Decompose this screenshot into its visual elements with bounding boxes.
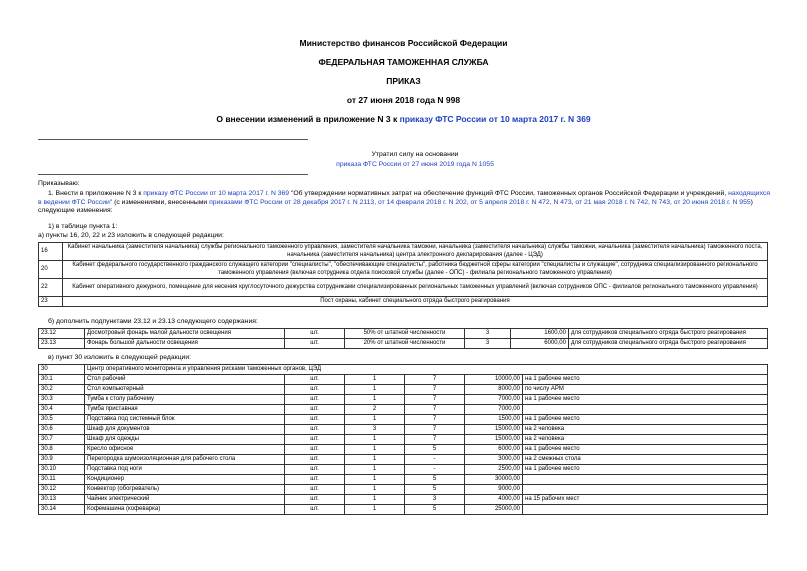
row-service-life: 7 bbox=[405, 375, 465, 385]
row-quantity: 1 bbox=[345, 505, 405, 515]
row-quantity: 1 bbox=[345, 445, 405, 455]
row-quantity: 1 bbox=[345, 435, 405, 445]
row-name: Досмотровый фонарь малой дальности освещения bbox=[85, 329, 285, 339]
row-name: Шкаф для документов bbox=[85, 425, 285, 435]
row-number: 30.9 bbox=[39, 455, 85, 465]
table-row bbox=[39, 435, 768, 445]
row-quantity: 1 bbox=[345, 455, 405, 465]
table-item-30 bbox=[38, 364, 768, 515]
table-row bbox=[39, 297, 768, 307]
row-unit: шт. bbox=[285, 445, 345, 455]
row-note: для сотрудников специального отряда быстрого реагирования bbox=[569, 329, 768, 339]
row-number: 30.13 bbox=[39, 495, 85, 505]
subitem-1: 1) в таблице пункта 1: bbox=[48, 223, 118, 230]
table-row bbox=[39, 425, 768, 435]
row-price: 1500,00 bbox=[465, 415, 523, 425]
row-price: 15000,00 bbox=[465, 425, 523, 435]
row-note: на 2 человека bbox=[523, 435, 768, 445]
row-note: для сотрудников специального отряда быстрого реагирования bbox=[569, 339, 768, 349]
row-name: Стол рабочий bbox=[85, 375, 285, 385]
row-number: 30.14 bbox=[39, 505, 85, 515]
row-price: 25000,00 bbox=[465, 505, 523, 515]
row-name: Тумба к столу рабочему bbox=[85, 395, 285, 405]
row-description: Кабинет федерального государственного гражданского служащего категории "специалисты", "обеспечивающие специалисты", работника бюджетной сферы категории "специалисты и служащие", сотрудника специализированного регионального таможенного управления (включая сотрудника отдела поисковой службы (далее - ОПС) - филиала регионального таможенного управления) bbox=[63, 261, 768, 279]
row-price: 8000,00 bbox=[465, 385, 523, 395]
note-divider bbox=[38, 174, 308, 175]
row-unit: шт. bbox=[285, 395, 345, 405]
row-note: на 2 смежных стола bbox=[523, 455, 768, 465]
row-number: 30.8 bbox=[39, 445, 85, 455]
row-quantity: 1 bbox=[345, 495, 405, 505]
row-quantity: 1 bbox=[345, 385, 405, 395]
doc-subject bbox=[0, 114, 807, 124]
row-number: 30.2 bbox=[39, 385, 85, 395]
row-name: Кофемашина (кофеварка) bbox=[85, 505, 285, 515]
row-unit: шт. bbox=[285, 455, 345, 465]
subject-link[interactable]: приказу ФТС России от 10 марта 2017 г. N 369 bbox=[399, 114, 591, 124]
row-quantity: 2 bbox=[345, 405, 405, 415]
table-row bbox=[39, 475, 768, 485]
row-service-life: 7 bbox=[405, 385, 465, 395]
table-row bbox=[39, 495, 768, 505]
row-name: Кресло офисное bbox=[85, 445, 285, 455]
p1-link-amendments[interactable]: приказами ФТС России от 28 декабря 2017 г. N 2113, от 14 февраля 2018 г. N 202, от 5 апреля 2018 г. N 472, N 473, от 21 мая 2018 г. N 742, N 743, от bbox=[209, 198, 681, 206]
p1-text-c: (с изменениями, внесенными bbox=[112, 198, 210, 206]
row-number: 30.4 bbox=[39, 405, 85, 415]
row-unit: шт. bbox=[285, 415, 345, 425]
p1-link-order-369[interactable]: приказу ФТС России от 10 марта 2017 г. N 369 bbox=[143, 190, 290, 197]
row-note bbox=[523, 475, 768, 485]
table-row bbox=[39, 405, 768, 415]
row-number: 30.7 bbox=[39, 435, 85, 445]
row-name: Конвектор (обогреватель) bbox=[85, 485, 285, 495]
row-price: 6000,00 bbox=[511, 339, 569, 349]
table-row bbox=[39, 243, 768, 261]
row-price: 7000,00 bbox=[465, 395, 523, 405]
row-service-life: 5 bbox=[405, 475, 465, 485]
row-price: 2500,00 bbox=[465, 465, 523, 475]
row-note: на 1 рабочее место bbox=[523, 375, 768, 385]
row-unit: шт. bbox=[285, 485, 345, 495]
row-quantity: 1 bbox=[345, 415, 405, 425]
row-name: Шкаф для одежды bbox=[85, 435, 285, 445]
row-service-life: 3 bbox=[405, 495, 465, 505]
row-price: 1600,00 bbox=[511, 329, 569, 339]
row-unit: шт. bbox=[285, 339, 345, 349]
row-name: Стол компьютерный bbox=[85, 385, 285, 395]
row-note: на 15 рабочих мест bbox=[523, 495, 768, 505]
row-description: Пост охраны, кабинет специального отряда быстрого реагирования bbox=[63, 297, 768, 307]
table-row bbox=[39, 365, 768, 375]
table-row bbox=[39, 375, 768, 385]
row-unit: шт. bbox=[285, 505, 345, 515]
row-name: Фонарь большой дальности освещения bbox=[85, 339, 285, 349]
row-unit: шт. bbox=[285, 435, 345, 445]
ministry-title: Министерство финансов Российской Федерации bbox=[299, 38, 508, 48]
repeal-note bbox=[250, 150, 580, 170]
subitem-a: а) пункты 16, 20, 22 и 23 изложить в следующей редакции: bbox=[38, 232, 224, 239]
row-name: Кондиционер bbox=[85, 475, 285, 485]
row-note: на 1 рабочее место bbox=[523, 395, 768, 405]
row-description: Кабинет начальника (заместителя начальника) службы регионального таможенного управления, заместителя начальника таможни, начальника (заместителя начальника) службы таможни, начальника (заместителя начальника) таможенного поста, начальника (заместителя начальника) центра электронного декларирования (далее - ЦЭД) bbox=[63, 243, 768, 261]
row-description: Кабинет оперативного дежурного, помещение для несения круглосуточного дежурства сотрудниками специализированных региональных таможенных управлений (включая сотрудников ОПС - филиалов регионального таможенного управления) bbox=[63, 279, 768, 297]
subitem-b: б) дополнить подпунктами 23.12 и 23.13 следующего содержания: bbox=[48, 318, 258, 325]
row-name: Тумба приставная bbox=[85, 405, 285, 415]
row-note: на 1 рабочее место bbox=[523, 445, 768, 455]
p1-text-d: ) следующие изменения: bbox=[38, 198, 753, 215]
row-service-life: 3 bbox=[465, 329, 511, 339]
row-quantity: 1 bbox=[345, 375, 405, 385]
row-name: Подставка под ноги bbox=[85, 465, 285, 475]
repeal-note-link[interactable]: приказа ФТС России от 27 июня 2019 года N 1055 bbox=[336, 161, 494, 168]
row-service-life: 7 bbox=[405, 415, 465, 425]
row-unit: шт. bbox=[285, 425, 345, 435]
row-note: на 1 рабочее место bbox=[523, 415, 768, 425]
row-number: 30.11 bbox=[39, 475, 85, 485]
row-service-life: 5 bbox=[405, 485, 465, 495]
row-number: 30 bbox=[39, 365, 85, 375]
table-items-23-12-23-13 bbox=[38, 328, 768, 349]
row-quantity: 1 bbox=[345, 465, 405, 475]
row-unit: шт. bbox=[285, 475, 345, 485]
table-row bbox=[39, 505, 768, 515]
row-number: 30.3 bbox=[39, 395, 85, 405]
doc-type: ПРИКАЗ bbox=[386, 76, 421, 86]
row-number: 23.13 bbox=[39, 339, 85, 349]
row-price: 10000,00 bbox=[465, 375, 523, 385]
subject-prefix: О внесении изменений в приложение N 3 к bbox=[216, 114, 400, 124]
order-intro: Приказываю: bbox=[38, 180, 80, 187]
service-title: ФЕДЕРАЛЬНАЯ ТАМОЖЕННАЯ СЛУЖБА bbox=[318, 57, 489, 67]
row-quantity: 1 bbox=[345, 475, 405, 485]
row-note bbox=[523, 405, 768, 415]
row-unit: шт. bbox=[285, 385, 345, 395]
table-row bbox=[39, 485, 768, 495]
row-number: 30.5 bbox=[39, 415, 85, 425]
doc-date-number: от 27 июня 2018 года N 998 bbox=[346, 95, 461, 105]
row-note: по числу АРМ bbox=[523, 385, 768, 395]
row-service-life: - bbox=[405, 465, 465, 475]
table-row bbox=[39, 329, 768, 339]
row-service-life: - bbox=[405, 455, 465, 465]
p1-link-order-369-tail[interactable]: находящихся в ведении ФТС России" bbox=[38, 190, 771, 206]
row-price: 15000,00 bbox=[465, 435, 523, 445]
table-row bbox=[39, 339, 768, 349]
row-note: на 2 человека bbox=[523, 425, 768, 435]
table-row bbox=[39, 455, 768, 465]
table-row bbox=[39, 445, 768, 455]
row-number: 23.12 bbox=[39, 329, 85, 339]
row-unit: шт. bbox=[285, 329, 345, 339]
row-price: 30000,00 bbox=[465, 475, 523, 485]
row-name: Чайник электрический bbox=[85, 495, 285, 505]
row-service-life: 7 bbox=[405, 425, 465, 435]
table-row bbox=[39, 395, 768, 405]
row-unit: шт. bbox=[285, 495, 345, 505]
row-price: 7000,00 bbox=[465, 405, 523, 415]
row-service-life: 7 bbox=[405, 405, 465, 415]
table-items-16-23 bbox=[38, 242, 768, 307]
row-price: 6000,00 bbox=[465, 445, 523, 455]
row-section-title: Центр оперативного мониторинга и управления рисками таможенных органов, ЦЭД bbox=[85, 365, 768, 375]
row-number: 22 bbox=[39, 279, 63, 297]
row-unit: шт. bbox=[285, 375, 345, 385]
p1-text-b: "Об утверждении нормативных затрат на обеспечение функций ФТС России, таможенных органов Российской Федерации и учреждений, bbox=[289, 190, 727, 197]
row-note bbox=[523, 505, 768, 515]
row-quantity: 50% от штатной численности bbox=[345, 329, 465, 339]
subitem-v: в) пункт 30 изложить в следующей редакции: bbox=[48, 354, 192, 361]
table-row bbox=[39, 279, 768, 297]
row-service-life: 7 bbox=[405, 435, 465, 445]
row-unit: шт. bbox=[285, 405, 345, 415]
row-number: 16 bbox=[39, 243, 63, 261]
row-quantity: 20% от штатной численности bbox=[345, 339, 465, 349]
paragraph-1 bbox=[38, 190, 773, 216]
table-row bbox=[39, 385, 768, 395]
table-row bbox=[39, 415, 768, 425]
row-name: Перегородка шумоизоляционная для рабочего стола bbox=[85, 455, 285, 465]
row-note: на 1 рабочее место bbox=[523, 465, 768, 475]
row-quantity: 1 bbox=[345, 395, 405, 405]
row-name: Подставка под системный блок bbox=[85, 415, 285, 425]
row-number: 30.10 bbox=[39, 465, 85, 475]
row-unit: шт. bbox=[285, 465, 345, 475]
row-quantity: 1 bbox=[345, 485, 405, 495]
row-price: 9000,00 bbox=[465, 485, 523, 495]
table-row bbox=[39, 465, 768, 475]
row-quantity: 3 bbox=[345, 425, 405, 435]
p1-text-a: 1. Внести в приложение N 3 к bbox=[48, 190, 144, 197]
row-service-life: 5 bbox=[405, 505, 465, 515]
row-service-life: 7 bbox=[405, 395, 465, 405]
row-number: 23 bbox=[39, 297, 63, 307]
row-number: 30.12 bbox=[39, 485, 85, 495]
p1-link-order-955[interactable]: 20 июня 2018 г. N 955 bbox=[682, 198, 751, 206]
row-price: 3000,00 bbox=[465, 455, 523, 465]
top-divider bbox=[38, 139, 308, 140]
row-service-life: 5 bbox=[405, 445, 465, 455]
row-number: 30.1 bbox=[39, 375, 85, 385]
repeal-note-text: Утратил силу на основании bbox=[371, 151, 459, 158]
table-row bbox=[39, 261, 768, 279]
row-service-life: 3 bbox=[465, 339, 511, 349]
row-number: 20 bbox=[39, 261, 63, 279]
row-price: 4000,00 bbox=[465, 495, 523, 505]
row-number: 30.6 bbox=[39, 425, 85, 435]
row-note bbox=[523, 485, 768, 495]
